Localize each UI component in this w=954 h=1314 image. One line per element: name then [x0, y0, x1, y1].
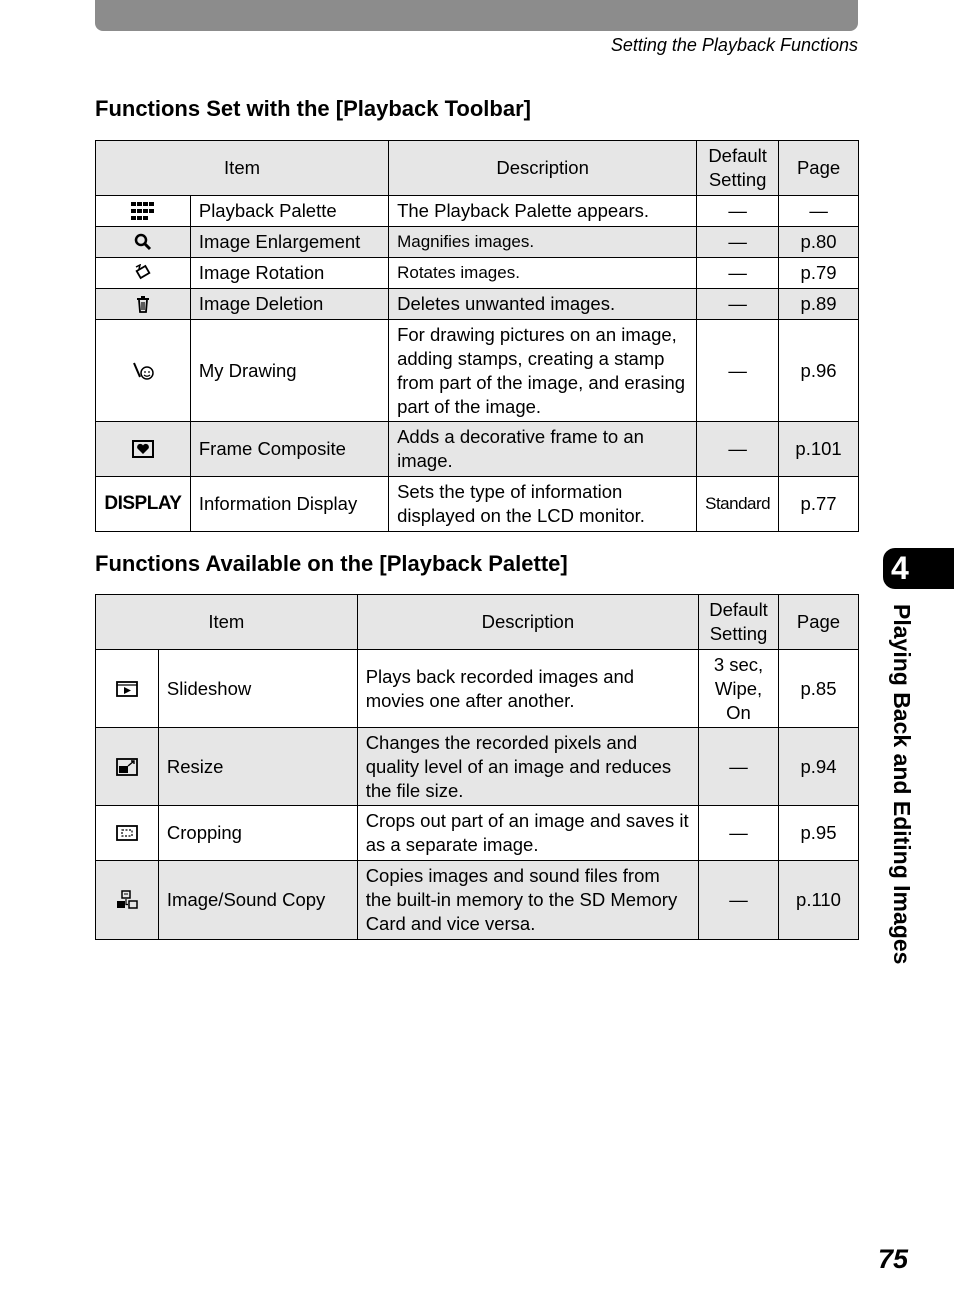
- item-description: The Playback Palette appears.: [389, 196, 697, 227]
- item-name: Resize: [158, 728, 357, 806]
- item-description: Changes the recorded pixels and quality level of an image and reduces the file size.: [357, 728, 698, 806]
- item-default: —: [697, 422, 779, 477]
- item-description: Sets the type of information displayed on the LCD monitor.: [389, 477, 697, 532]
- magnify-icon: [96, 227, 191, 258]
- item-description: Rotates images.: [389, 258, 697, 289]
- item-default: —: [697, 258, 779, 289]
- table-row: [96, 728, 859, 806]
- chapter-title: Playing Back and Editing Images: [889, 604, 915, 965]
- item-page: p.96: [779, 320, 859, 422]
- column-header-item: Item: [96, 141, 389, 196]
- item-description: Crops out part of an image and saves it as a separate image.: [357, 806, 698, 861]
- copy-icon: [96, 861, 159, 940]
- item-name: Image Deletion: [190, 289, 388, 320]
- table-row: [96, 806, 859, 861]
- slideshow-icon: [96, 650, 159, 728]
- item-description: Copies images and sound files from the built-in memory to the SD Memory Card and vice versa.: [357, 861, 698, 940]
- item-description: Magnifies images.: [389, 227, 697, 258]
- column-header-description: Description: [389, 141, 697, 196]
- item-name: Image Rotation: [190, 258, 388, 289]
- item-name: Image/Sound Copy: [158, 861, 357, 940]
- table-row: [96, 861, 859, 940]
- palette-grid-icon: [96, 196, 191, 227]
- section-title-palette: Functions Available on the [Playback Palette]: [95, 551, 568, 576]
- my-drawing-icon: [96, 320, 191, 422]
- palette-functions-table: [95, 594, 859, 940]
- column-header-description: Description: [357, 595, 698, 650]
- item-default: —: [697, 227, 779, 258]
- table-row: [96, 258, 859, 289]
- table-row: [96, 320, 859, 422]
- item-page: p.101: [779, 422, 859, 477]
- item-page: p.89: [779, 289, 859, 320]
- item-default: —: [697, 196, 779, 227]
- header-bar: [95, 0, 858, 31]
- item-name: Playback Palette: [190, 196, 388, 227]
- item-name: Information Display: [190, 477, 388, 532]
- column-header-item: Item: [96, 595, 358, 650]
- resize-icon: [96, 728, 159, 806]
- item-page: p.95: [779, 806, 859, 861]
- item-default: —: [699, 806, 779, 861]
- column-header-page: Page: [779, 141, 859, 196]
- item-name: Slideshow: [158, 650, 357, 728]
- item-page: p.85: [779, 650, 859, 728]
- table-row: [96, 289, 859, 320]
- item-page: p.94: [779, 728, 859, 806]
- item-description: Deletes unwanted images.: [389, 289, 697, 320]
- item-default: —: [699, 728, 779, 806]
- item-page: p.110: [779, 861, 859, 940]
- item-default: —: [697, 320, 779, 422]
- item-description: Plays back recorded images and movies one after another.: [357, 650, 698, 728]
- chapter-number-tab: 4: [883, 548, 954, 589]
- item-name: My Drawing: [190, 320, 388, 422]
- item-default: 3 sec, Wipe, On: [699, 650, 779, 728]
- item-page: p.80: [779, 227, 859, 258]
- item-description: Adds a decorative frame to an image.: [389, 422, 697, 477]
- trash-icon: [96, 289, 191, 320]
- item-page: p.79: [779, 258, 859, 289]
- item-name: Frame Composite: [190, 422, 388, 477]
- cropping-icon: [96, 806, 159, 861]
- table-row: [96, 650, 859, 728]
- frame-heart-icon: [96, 422, 191, 477]
- table-row: [96, 227, 859, 258]
- rotate-icon: [96, 258, 191, 289]
- item-description: For drawing pictures on an image, adding stamps, creating a stamp from part of the image, and erasing part of the image.: [389, 320, 697, 422]
- item-page: —: [779, 196, 859, 227]
- display-button-label: DISPLAY: [96, 477, 191, 532]
- item-default: —: [697, 289, 779, 320]
- item-name: Image Enlargement: [190, 227, 388, 258]
- running-header: Setting the Playback Functions: [610, 35, 858, 55]
- column-header-page: Page: [779, 595, 859, 650]
- table-header-row: [96, 595, 859, 650]
- section-title-toolbar: Functions Set with the [Playback Toolbar]: [95, 96, 531, 121]
- item-default: Standard: [697, 477, 779, 532]
- table-row: [96, 477, 859, 532]
- column-header-default: Default Setting: [697, 141, 779, 196]
- item-page: p.77: [779, 477, 859, 532]
- page-number: 75: [877, 1244, 908, 1274]
- table-row: [96, 196, 859, 227]
- item-name: Cropping: [158, 806, 357, 861]
- item-default: —: [699, 861, 779, 940]
- table-header-row: [96, 141, 859, 196]
- column-header-default: Default Setting: [699, 595, 779, 650]
- table-row: [96, 422, 859, 477]
- toolbar-functions-table: [95, 140, 859, 532]
